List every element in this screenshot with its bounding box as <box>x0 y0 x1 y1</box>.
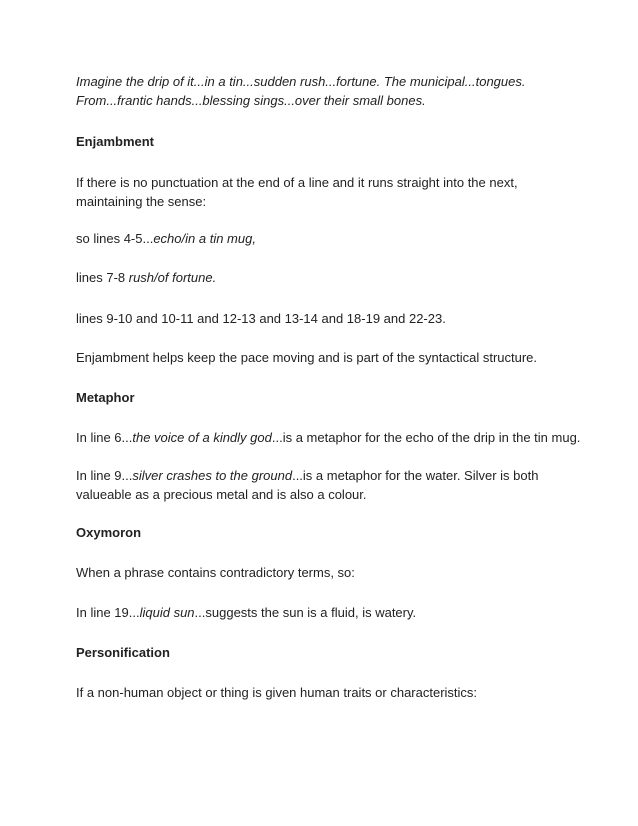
enjambment-example-2-prefix: lines 7-8 <box>76 270 129 285</box>
enjambment-definition-line-2: maintaining the sense: <box>76 194 207 209</box>
oxymoron-heading: Oxymoron <box>76 525 142 540</box>
metaphor-example-1 <box>76 428 580 447</box>
personification-definition: If a non-human object or thing is given human traits or characteristics: <box>76 685 478 700</box>
metaphor-heading: Metaphor <box>76 390 135 405</box>
metaphor-example-1-suffix: ...is a metaphor for the echo of the drip in the tin mug. <box>271 430 581 445</box>
enjambment-example-3: lines 9-10 and 10-11 and 12-13 and 13-14 and 18-19 and 22-23. <box>76 311 446 326</box>
metaphor-example-2-line-2: valueable as a precious metal and is also a colour. <box>76 487 367 502</box>
enjambment-example-2 <box>76 268 216 287</box>
enjambment-example-1-quote: echo/in a tin mug, <box>153 231 256 246</box>
poem-quote <box>76 72 596 110</box>
metaphor-example-2-suffix: ...is a metaphor for the water. Silver is both <box>292 468 539 483</box>
oxymoron-definition: When a phrase contains contradictory terms, so: <box>76 565 355 580</box>
metaphor-example-2-quote: silver crashes to the ground <box>132 468 293 483</box>
oxymoron-example-suffix: ...suggests the sun is a fluid, is watery. <box>194 605 417 620</box>
enjambment-heading: Enjambment <box>76 134 155 149</box>
enjambment-definition <box>76 173 596 211</box>
metaphor-example-1-prefix: In line 6... <box>76 430 133 445</box>
oxymoron-example <box>76 603 416 622</box>
enjambment-example-1-prefix: so lines 4-5... <box>76 231 154 246</box>
oxymoron-example-quote: liquid sun <box>139 605 195 620</box>
enjambment-example-2-quote: rush/of fortune. <box>128 270 217 285</box>
enjambment-definition-line-1: If there is no punctuation at the end of a line and it runs straight into the next, <box>76 175 518 190</box>
personification-heading: Personification <box>76 645 170 660</box>
quote-line-1: Imagine the drip of it...in a tin...sudden rush...fortune. The municipal...tongues. <box>76 74 526 89</box>
metaphor-example-2-prefix: In line 9... <box>76 468 133 483</box>
metaphor-example-1-quote: the voice of a kindly god <box>132 430 272 445</box>
enjambment-summary: Enjambment helps keep the pace moving and is part of the syntactical structure. <box>76 350 538 365</box>
quote-line-2: From...frantic hands...blessing sings...over their small bones. <box>76 93 426 108</box>
metaphor-example-2 <box>76 466 596 504</box>
enjambment-example-1 <box>76 229 256 248</box>
oxymoron-example-prefix: In line 19... <box>76 605 140 620</box>
